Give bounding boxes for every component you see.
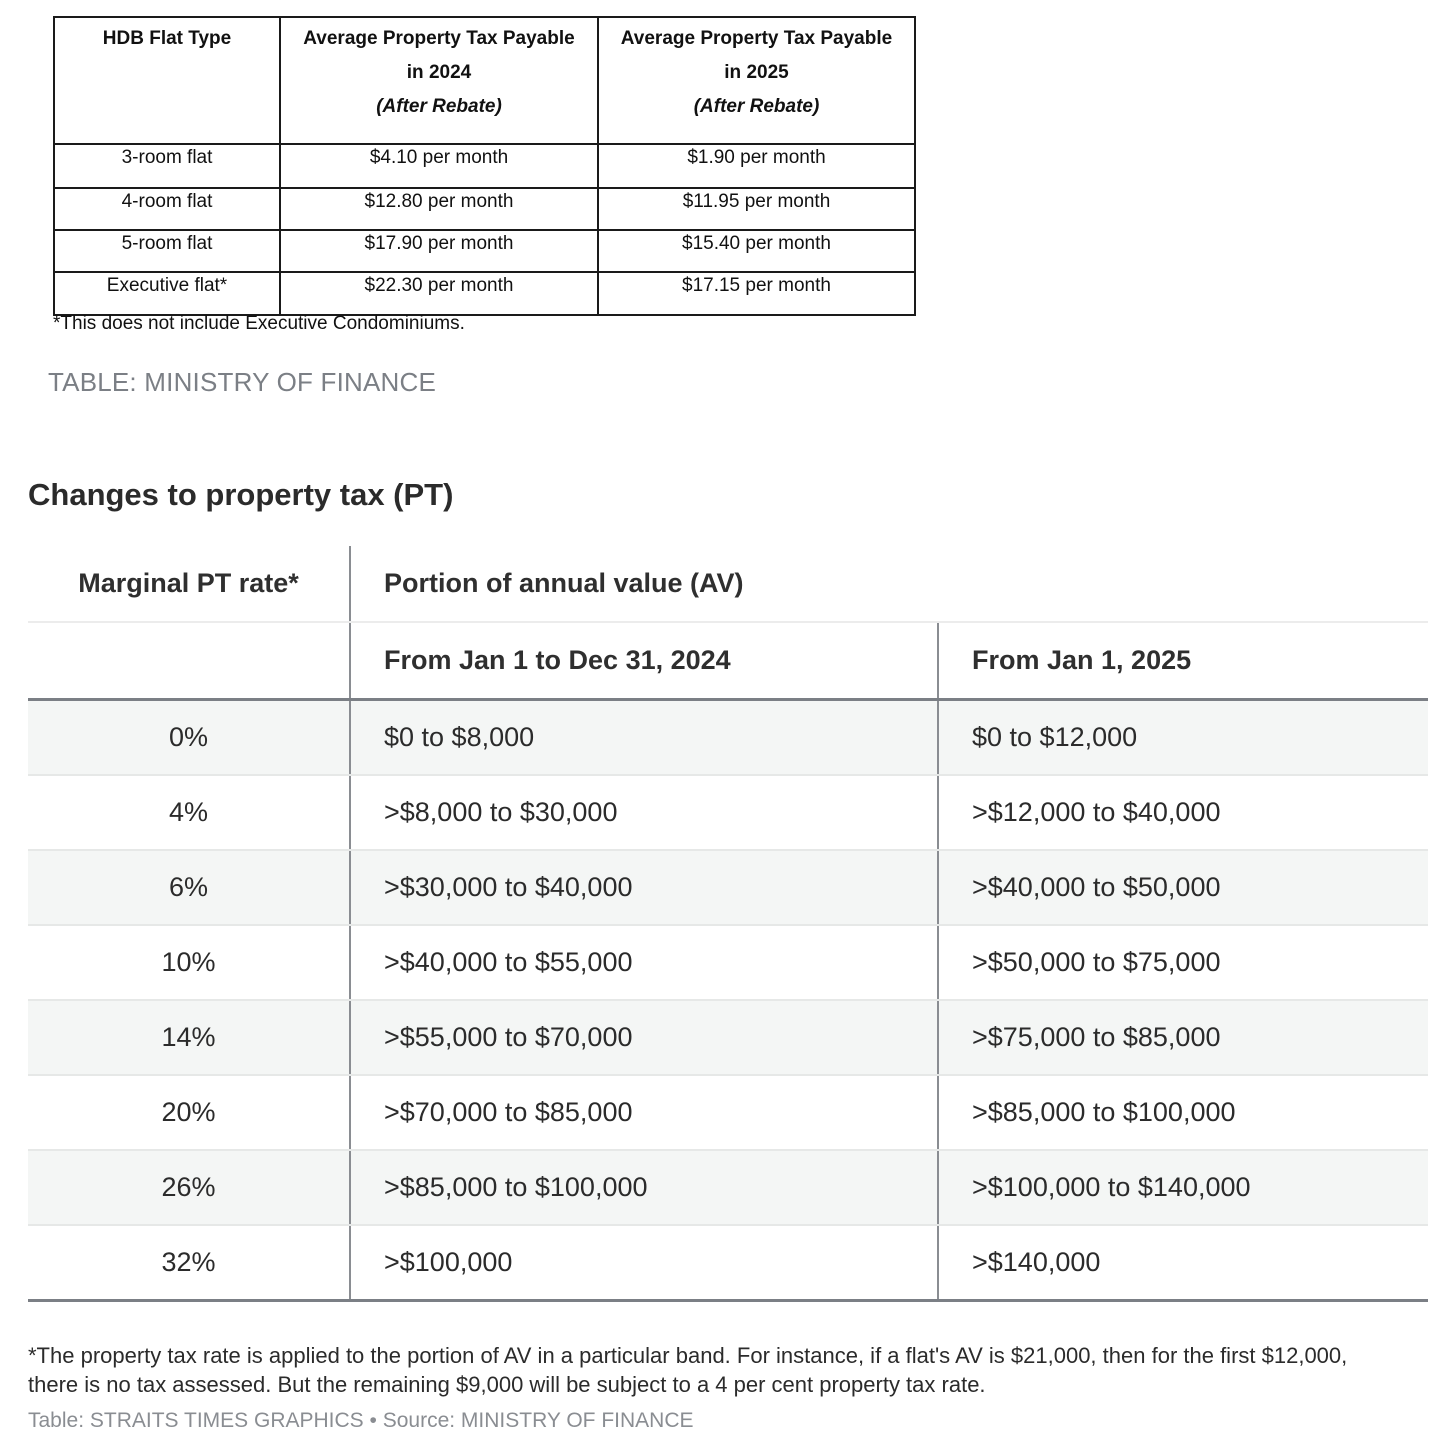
header-tax-2024: Average Property Tax Payable in 2024 (After Rebate)	[280, 17, 598, 144]
tax-2024-cell: $22.30 per month	[280, 272, 598, 315]
av-2024-cell: >$8,000 to $30,000	[351, 776, 939, 849]
header-period-2024: From Jan 1 to Dec 31, 2024	[351, 623, 939, 698]
table-row	[54, 230, 915, 272]
header-tax-2025: Average Property Tax Payable in 2025 (After Rebate)	[598, 17, 915, 144]
tax-2025-cell: $17.15 per month	[598, 272, 915, 315]
av-2025-cell: $0 to $12,000	[972, 722, 1138, 752]
tax-2024-cell: $4.10 per month	[280, 144, 598, 188]
av-2024-cell: >$70,000 to $85,000	[351, 1076, 939, 1149]
pt-rate-table	[28, 546, 1428, 1302]
rate-cell: 10%	[28, 926, 351, 999]
pt-table-title: Changes to property tax (PT)	[28, 477, 454, 512]
table-row	[28, 1151, 1428, 1224]
flat-type-cell: 5-room flat	[54, 230, 280, 272]
rate-cell: 0%	[28, 701, 351, 774]
rate-cell: 20%	[28, 1076, 351, 1149]
av-2025-cell: >$85,000 to $100,000	[972, 1097, 1236, 1127]
pt-table-footnote: *The property tax rate is applied to the portion of AV in a particular band. For instance, if a flat's AV is $21,000, then for the first $12,000, there is no tax assessed. But the remaining $9,000 will be subject to a 4 per cent property tax rate.	[28, 1343, 1348, 1397]
table-row	[28, 1001, 1428, 1074]
av-2024-cell: >$40,000 to $55,000	[351, 926, 939, 999]
table-row	[54, 144, 915, 188]
tax-2025-cell: $15.40 per month	[598, 230, 915, 272]
rate-cell: 26%	[28, 1151, 351, 1224]
rate-cell: 6%	[28, 851, 351, 924]
table-row	[54, 188, 915, 230]
rate-cell: 4%	[28, 776, 351, 849]
tax-2024-cell: $17.90 per month	[280, 230, 598, 272]
table-row	[28, 926, 1428, 999]
av-2024-cell: >$30,000 to $40,000	[351, 851, 939, 924]
pt-header-row-2	[28, 623, 1428, 698]
header-portion-av: Portion of annual value (AV)	[384, 568, 744, 598]
av-2024-cell: >$85,000 to $100,000	[351, 1151, 939, 1224]
av-2024-cell: >$55,000 to $70,000	[351, 1001, 939, 1074]
table-bottom-rule	[28, 1299, 1428, 1302]
av-2025-cell: >$100,000 to $140,000	[972, 1172, 1251, 1202]
rate-cell: 14%	[28, 1001, 351, 1074]
hdb-table-header-row	[54, 17, 915, 144]
tax-2024-cell: $12.80 per month	[280, 188, 598, 230]
av-2024-cell: $0 to $8,000	[351, 701, 939, 774]
av-2025-cell: >$75,000 to $85,000	[972, 1022, 1221, 1052]
flat-type-cell: 3-room flat	[54, 144, 280, 188]
av-2024-cell: >$100,000	[351, 1226, 939, 1299]
hdb-table-credit: TABLE: MINISTRY OF FINANCE	[48, 367, 437, 397]
header-marginal-rate: Marginal PT rate*	[28, 546, 351, 621]
header-empty	[28, 623, 351, 698]
header-flat-type: HDB Flat Type	[54, 17, 280, 144]
header-period-2025: From Jan 1, 2025	[972, 645, 1192, 675]
av-2025-cell: >$140,000	[972, 1247, 1101, 1277]
tax-2025-cell: $1.90 per month	[598, 144, 915, 188]
table-row	[28, 851, 1428, 924]
table-row	[54, 272, 915, 315]
flat-type-cell: 4-room flat	[54, 188, 280, 230]
pt-table-source: Table: STRAITS TIMES GRAPHICS • Source: MINISTRY OF FINANCE	[28, 1409, 694, 1432]
tax-2025-cell: $11.95 per month	[598, 188, 915, 230]
hdb-table-note: *This does not include Executive Condominiums.	[53, 313, 465, 334]
av-2025-cell: >$12,000 to $40,000	[972, 797, 1221, 827]
table-row	[28, 1226, 1428, 1299]
hdb-tax-table	[53, 16, 916, 316]
table-row	[28, 776, 1428, 849]
pt-header-row-1	[28, 546, 1428, 621]
av-2025-cell: >$40,000 to $50,000	[972, 872, 1221, 902]
flat-type-cell: Executive flat*	[54, 272, 280, 315]
table-row	[28, 1076, 1428, 1149]
rate-cell: 32%	[28, 1226, 351, 1299]
table-row	[28, 701, 1428, 774]
av-2025-cell: >$50,000 to $75,000	[972, 947, 1221, 977]
